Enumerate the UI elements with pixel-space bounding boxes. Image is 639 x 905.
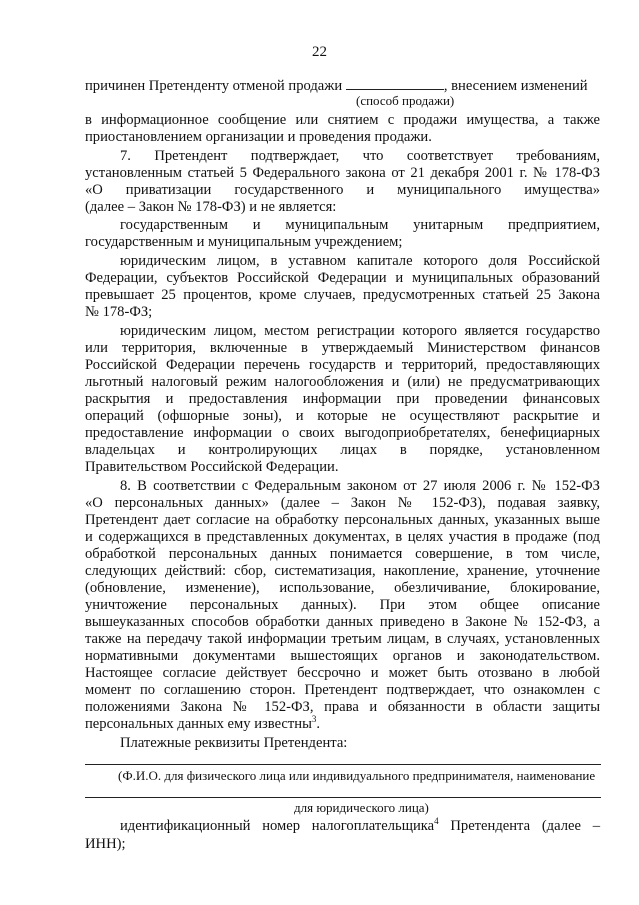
- sale-method-blank: [346, 77, 444, 90]
- text-line: или территория, включенные в утверждаемый Министерством финансов: [85, 340, 600, 356]
- text-line: обработкой персональных данных понимается совершение, в том числе,: [85, 546, 600, 562]
- text-line: Правительством Российской Федерации.: [85, 459, 339, 475]
- text-line: 7. Претендент подтверждает, что соответствует требованиям,: [120, 148, 600, 164]
- text-line: персональных данных ему известны$^3$.: [85, 714, 321, 732]
- fill-in-line: [85, 797, 601, 798]
- fill-in-line: [85, 764, 601, 765]
- footnote-mark: 4: [434, 816, 439, 827]
- text-line: раскрытия и предоставления информации при проведении финансовых: [85, 391, 600, 407]
- text-line: ИНН);: [85, 836, 126, 852]
- text-line: государственным и муниципальным учреждением;: [85, 234, 403, 250]
- text-line: приостановлением организации и проведения продажи.: [85, 129, 432, 145]
- section-label: Платежные реквизиты Претендента:: [120, 735, 348, 751]
- text-line: «О персональных данных» (далее – Закон № 152-ФЗ), подавая заявку,: [85, 495, 600, 511]
- text-line: причинен Претенденту отменой продажи , внесением изменений: [85, 78, 588, 94]
- text-line: юридическим лицом, местом регистрации которого является государство: [120, 323, 600, 339]
- text-line: момент по соглашению сторон. Претендент подтверждает, что ознакомлен с: [85, 682, 600, 698]
- text-line: Претендент дает согласие на обработку персональных данных, указанных выше: [85, 512, 600, 528]
- page-number: 22: [312, 44, 327, 60]
- text-line: льготный налоговый режим налогообложения и (или) не предусматривающих: [85, 374, 600, 390]
- text-line: уничтожение персональных данных). При этом общее описание: [85, 597, 600, 613]
- text-line: (далее – Закон № 178-ФЗ) и не является:: [85, 199, 337, 215]
- text-line: в информационное сообщение или снятием с продажи имущества, а также: [85, 112, 600, 128]
- fio-hint: (Ф.И.О. для физического лица или индивидуального предпринимателя, наименование: [118, 768, 596, 783]
- text-line: нормативными документами вышестоящих органов и законодательством.: [85, 648, 600, 664]
- text-line: следующих действий: сбор, систематизация, накопление, хранение, уточнение: [85, 563, 600, 579]
- text-line: операций (офшорные зоны), и которые не осуществляют раскрытие и: [85, 408, 600, 424]
- text-line: юридическим лицом, в уставном капитале которого доля Российской: [120, 253, 600, 269]
- text-line: (обновление, изменение), использование, обезличивание, блокирование,: [85, 580, 600, 596]
- text-line: владельцах и контролирующих лицах в порядке, установленном: [85, 442, 600, 458]
- text-line: превышает 25 процентов, кроме случаев, предусмотренных статьей 25 Закона: [85, 287, 600, 303]
- sale-method-hint: (способ продажи): [356, 93, 455, 108]
- text-line: государственным и муниципальным унитарным предприятием,: [120, 217, 600, 233]
- text-line: установленным статьей 5 Федерального закона от 21 декабря 2001 г. № 178-ФЗ: [85, 165, 600, 181]
- text-line: вышеуказанных способов обработки данных приведено в Законе № 152-ФЗ, а: [85, 614, 600, 630]
- text-line: идентификационный номер налогоплательщика$^4$ Претендента (далее –: [120, 816, 600, 834]
- text-line: Настоящее согласие действует бессрочно и может быть отозвано в любой: [85, 665, 600, 681]
- text-line: «О приватизации государственного и муниципального имущества»: [85, 182, 600, 198]
- text-line: предоставление информации о своих выгодоприобретателях, бенефициарных: [85, 425, 600, 441]
- text-line: № 178-ФЗ;: [85, 304, 153, 320]
- text-line: и содержащихся в представленных документах, в целях участия в продаже (под: [85, 529, 600, 545]
- text-line: положениями Закона № 152-ФЗ, права и обязанности в области защиты: [85, 699, 600, 715]
- text-line: Федерации, субъектов Российской Федерации и муниципальных образований: [85, 270, 600, 286]
- legal-entity-hint: для юридического лица): [294, 800, 429, 815]
- text-line: 8. В соответствии с Федеральным законом от 27 июля 2006 г. № 152-ФЗ: [120, 478, 600, 494]
- text-line: Российской Федерации перечень государств и территорий, предоставляющих: [85, 357, 600, 373]
- text-line: также на передачу такой информации третьим лицам, в случаях, установленных: [85, 631, 600, 647]
- footnote-mark: 3: [311, 714, 317, 725]
